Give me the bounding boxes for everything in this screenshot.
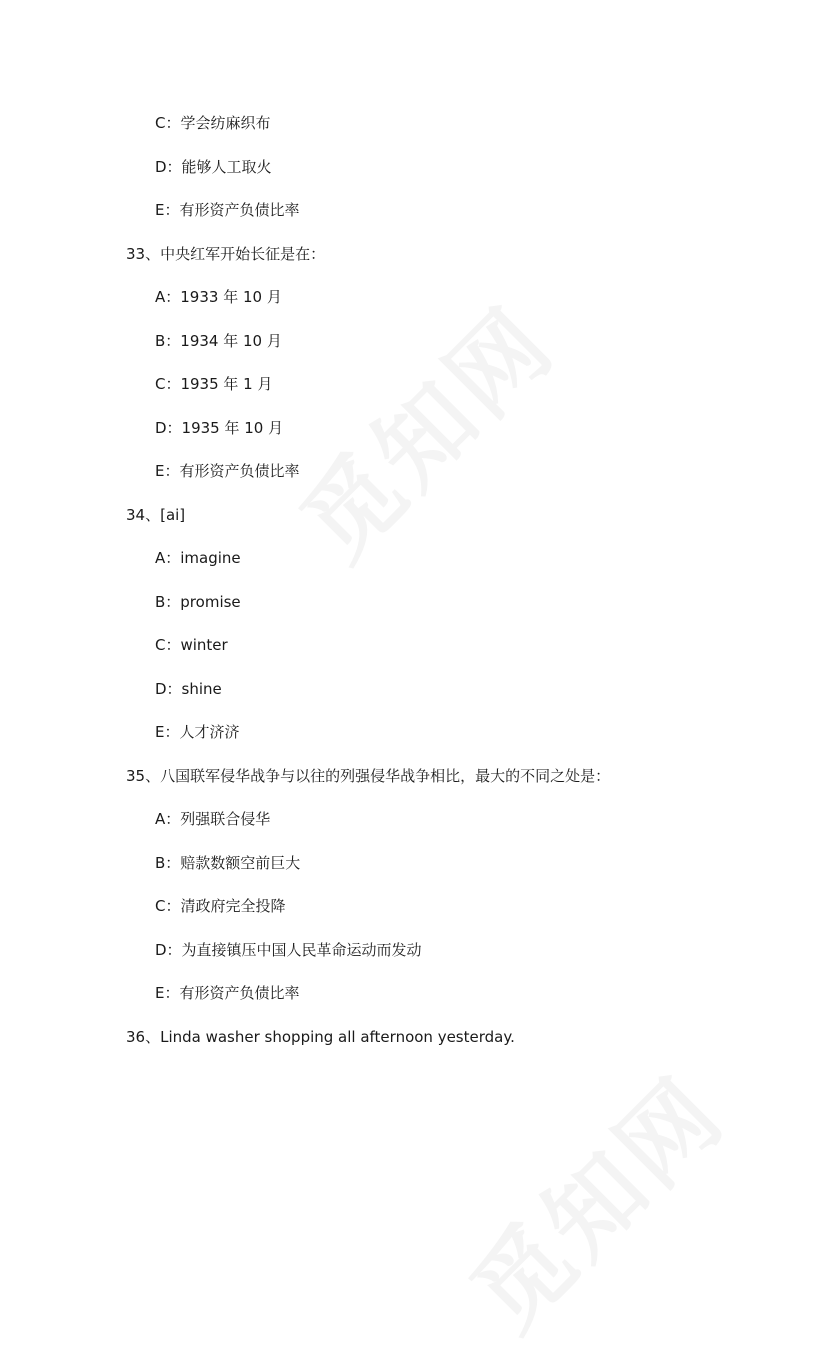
line: A：imagine bbox=[155, 549, 241, 567]
line: E：人才济济 bbox=[155, 723, 240, 741]
line: D：为直接镇压中国人民革命运动而发动 bbox=[155, 941, 422, 959]
line: B：1934 年 10 月 bbox=[155, 332, 282, 350]
line: E：有形资产负债比率 bbox=[155, 201, 300, 219]
line: D：能够人工取火 bbox=[155, 158, 272, 176]
watermark-text-bottom bbox=[436, 1042, 749, 1355]
line: B：promise bbox=[155, 593, 241, 611]
line: B：赔款数额空前巨大 bbox=[155, 854, 301, 872]
line: E：有形资产负债比率 bbox=[155, 462, 300, 480]
watermark-text bbox=[266, 272, 579, 585]
line: C：1935 年 1 月 bbox=[155, 375, 273, 393]
line: C：winter bbox=[155, 636, 228, 654]
line: C：清政府完全投降 bbox=[155, 897, 286, 915]
line: D：shine bbox=[155, 680, 222, 698]
line: E：有形资产负债比率 bbox=[155, 984, 300, 1002]
line: 34、[ai] bbox=[126, 506, 186, 524]
line: D：1935 年 10 月 bbox=[155, 419, 284, 437]
line: A：列强联合侵华 bbox=[155, 810, 271, 828]
line: C：学会纺麻织布 bbox=[155, 114, 271, 132]
line: 35、八国联军侵华战争与以往的列强侵华战争相比，最大的不同之处是： bbox=[126, 767, 611, 785]
line: A：1933 年 10 月 bbox=[155, 288, 282, 306]
line: 36、Linda washer shopping all afternoon yesterday. bbox=[126, 1028, 515, 1046]
line: 33、中央红军开始长征是在： bbox=[126, 245, 326, 263]
